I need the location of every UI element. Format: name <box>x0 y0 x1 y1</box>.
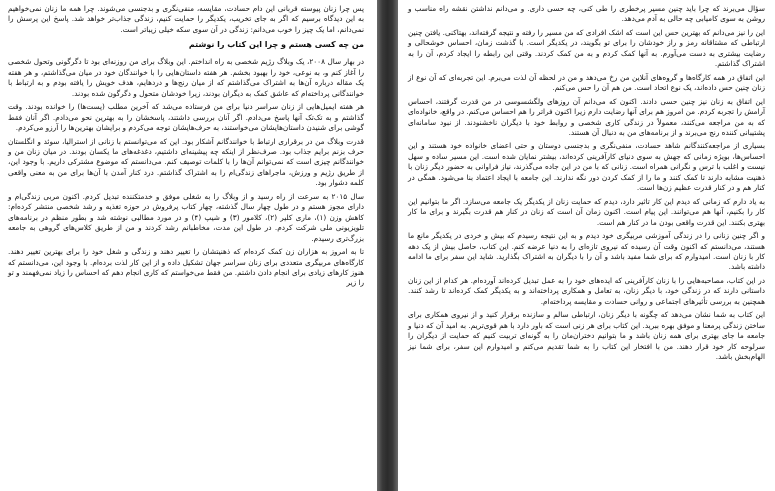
paragraph: این اتفاق به زنان نیز چنین حسی دادند. اکنون که می‌دانم آن روزهای ولگشسوسی در من قدرت گرفتند، احساس آرامش را تجربه کردم. من امروز هم برای آنها رضایت دارم زیرا اکنون فراتر را هم احساس می‌کنم. در واقع، خانواده‌ای که به من مراجعه می‌کنند، معمولاً در زندگی کاری شخصی و روابط خود با دیگران ناخشنودند. از نبود سامانه‌ای پشتیبانی کننده رنج می‌برند و از برنامه‌های من به دنبال آن هستند. <box>408 96 765 137</box>
paragraph: این را نیز می‌دانم که بهترین حس این است که اشک افرادی که من مسیر را رفته و نتیجه گرفته‌اند، بهتاکنی. یافتن چنین ارتباطی که مشتاقانه رمز و راز خودشان را برای تو بگویند، در یکدیگر است. با گذشت زمان، احساس خوشحالی و رضایت بیشتری به دست می‌آورم. به آنها کمک کردم و به من کمک کردند. وقتی این رابطه را ایجاد کردم، آن را به اشتراک گذاشتم. <box>408 27 765 69</box>
paragraph: هر هفته ایمیل‌هایی از زنان سراسر دنیا برای من فرستاده می‌شد که آخرین مطلب (پست‌ها) را خوانده بودند. وقت گذاشتم و به تک‌تک آنها پاسخ می‌دادم. اگر آنان بررسی داشتند، پاسخشان را به بهترین نحو می‌دادم. اگر آنان فقط گوشی برای شنیدن داستان‌هایشان می‌خواستند، به حرف‌هایشان توجه می‌کردم و برایشان بهترین‌ها را آرزو می‌کردم. <box>8 102 364 133</box>
section-heading: من چه کسی هستم و چرا این کتاب را نوشتم <box>188 40 364 50</box>
paragraph: سال ۲۰۱۵ به سرعت از راه رسید و از وبلاگ را به شغلی موفق و خدمتکننده تبدیل کردم. اکنون مربی زندگی‌ام و دارای مجوز هستم و در طول چهار سال گذشته، چهار کتاب پرفروش در حوزه تغذیه و رشد شخصی منتشر کرده‌ام: کاهش وزن (۱)، ماری کلیر (۲)، کلامور (۳) و شیپ (۴) و در مورد مطالبی نوشته شد و بطور منظم در برنامه‌های تلویزیونی ملی شرکت کردم. در طول این مدت، مخاطبانم رشد کردند و من از طریق کلاس‌های گروهی به جامعه بزرگ‌تری رسیدم. <box>8 191 364 243</box>
paragraph: بسیاری از مراجعه‌کنندگانم شاهد حسادت، منفی‌نگری و بدجنسی دوستان و حتی اعضای خانواده خود هستند و این احساس‌ها، بویژه زمانی که جهش به سوی دنیای کارآفرینی کرده‌اند، بیشتر نمایان شده است. این مسیر ساده و سهل نیست و اغلب با ترس و نگرانی همراه است. زنانی که با من در این جاده می‌گذرند، نیاز فراوانی به حضور دیگر زنان با ذهنیت مشابه دارند تا کمک کنند و ما را از کمک کردن دور نگه ندارند. این جامعه با ایجاد اعتماد بنا می‌شود. همگی در کنار هم و در کنار قدرت عظیم زن‌ها است. <box>408 141 765 193</box>
paragraph: این اتفاق در همه کارگاه‌ها و گروه‌های آنلاین من رخ می‌دهد و من در لحظه آن لذت می‌برم. این تجربه‌ای که آن نوع از زنان چنین حس داده‌اند، یک نوع اتحاد است. من هم آن را حس می‌کنم. <box>408 72 765 93</box>
paragraph: قدرت وبلاگ من در برقراری ارتباط با خوانندگانم آشکار بود. این که می‌توانستم با زنانی از استرالیا، سوئد و انگلستان حرف بزنم برایم جذاب بود. صرف‌نظر از اینکه چه پیشینه‌ای داشتیم، دغدغه‌های ما یکسان بودند. در میان زنان من و خوانندگانم چیزی است که نمی‌توانم آن‌ها را با کلمات توصیف کنم. می‌دانستم که موضوع مشترکی داریم. با وجود این، از طریق رژیم و ورزش، ماجراهای زندگی‌ام را به اشتراک گذاشتم. درد کنار آمدن با آن‌ها برای من به معنی واقعی کلمه دشوار بود. <box>8 136 364 188</box>
book-spine-divider <box>377 0 398 491</box>
paragraph: به یاد دارم که زمانی که دیدم این کار تاثیر دارد، دیدم که حمایت زنان از یکدیگر یک جامعه می‌سازد. اگر ما بتوانیم این کار را بکنیم، آنها هم می‌توانند. این پیام است. اکنون زمان آن است که زنان در کنار هم قدرت بگیرند و برای ما کار بهتری بکنند. این قدرت واقعی بودن ما در کنار هم است. <box>408 196 765 227</box>
paragraph: و اگر چنین زنانی را در زندگی آموزشی مربیگری خود دیدم و به این نتیجه رسیدم که بیش و خردی در یکدیگر مانع ما هستند، می‌دانستم که اکنون وقت آن رسیده که نیروی تازه‌ای را به دنیا عرضه کنم. این کتاب، حاصل بیش از یک دهه کار با زنان است. امیدوارم که برای شما مفید باشد و آن را با دیگران به اشتراک بگذارید. شاید این سفر برای ما ادامه داشته باشد. <box>408 231 765 272</box>
intro-paragraph: پس چرا زنان پیوسته قربانی این دام حسادت، مقایسه، منفی‌نگری و بدجنسی می‌شوند. چرا همه ما زنان نمی‌خواهیم به این دیدگاه برسیم که اگر به جای تخریب، یکدیگر را حمایت کنیم، زندگی جذاب‌تر خواهد شد. پاسخ این پرسش را نمی‌دانم، اما یک چیز را خوب می‌دانم: زندگی در آن سوی سکه خیلی زیباتر است. <box>8 4 364 34</box>
paragraph: در بهار سال ۲۰۰۸، یک وبلاگ رژیم شخصی به راه انداختم. این وبلاگ برای من روزنه‌ای بود تا دگرگونی وتحول شخصی را آغاز کنم و، به نوعی، خود را بهبود بخشم. هر هفته داستان‌هایی را با خوانندگان خود در میان می‌گذاشتم، و هر هفته یک مقاله درباره آن‌ها به اشتراک می‌گذاشتم که از میان رنج‌ها و دردهایم، هدف خویش را یافته بودم و به ارتباط با خوانندگانی پرداخته‌ام که عاشق کمک به دیگران بودند، زیرا خودشان متحول و دگرگون شده بودند. <box>8 57 365 98</box>
paragraph: سؤال می‌برند که چرا باید چنین مسیر پرخطری را طی کنی، چه حسی داری. و می‌دانم نداشتن نقشه راه مناسب و روشن به سوی کامیابی چه حالی به آدم می‌دهد. <box>408 4 765 24</box>
left-page-text <box>8 4 364 289</box>
paragraph: در این کتاب، مصاحبه‌هایی را با زنان کارآفرینی که ایده‌های خود را به عمل تبدیل کرده‌اند آورده‌ام. هر کدام از این زنان داستانی دارند که در زندگی خود، با دیگر زنان، به تعامل و همکاری پرداخته‌اند و به یکدیگر کمک کرده‌اند تا رشد کنند. همچنین به بررسی تأثیرهای اجتماعی و روانی حسادت و مقایسه پرداخته‌ام. <box>408 275 765 306</box>
paragraph: تا به امروز به هزاران زن کمک کرده‌ام که ذهنیتشان را تغییر دهند و زندگی و شغل خود را برای بهترین تغییر دهند. کارگاه‌های مربیگری متعددی برای زنان سراسر جهان تشکیل داده و از این کار لذت برده‌ام. با وجود این، می‌دانستم که هنوز کارهای زیادی برای انجام دادن داشتم. من فقط می‌خواستم که کاری انجام دهم که احساس را زیاد نمی‌فهمند و تو را زیر <box>8 247 364 288</box>
right-page <box>398 0 775 491</box>
paragraph: این کتاب به شما نشان می‌دهد که چگونه با دیگر زنان، ارتباطی سالم و سازنده برقرار کنید و از نیروی همکاری برای ساختن زندگی پرمعنا و موفق بهره ببرید. این کتاب برای هر زنی است که باور دارد با هم قوی‌تریم. به امید آن که دنیا و جامعه ما جای بهتری برای همه زنان باشد و ما بتوانیم دختران‌مان را به گونه‌ای تربیت کنیم که حمایت از دیگران را سرلوحه کار خود قرار دهند. من با افتخار این کتاب را به شما تقدیم می‌کنم و امیدوارم این سفر، برای شما نیز الهام‌بخش باشد. <box>408 310 765 362</box>
left-page <box>0 0 377 491</box>
right-page-text <box>408 4 765 363</box>
